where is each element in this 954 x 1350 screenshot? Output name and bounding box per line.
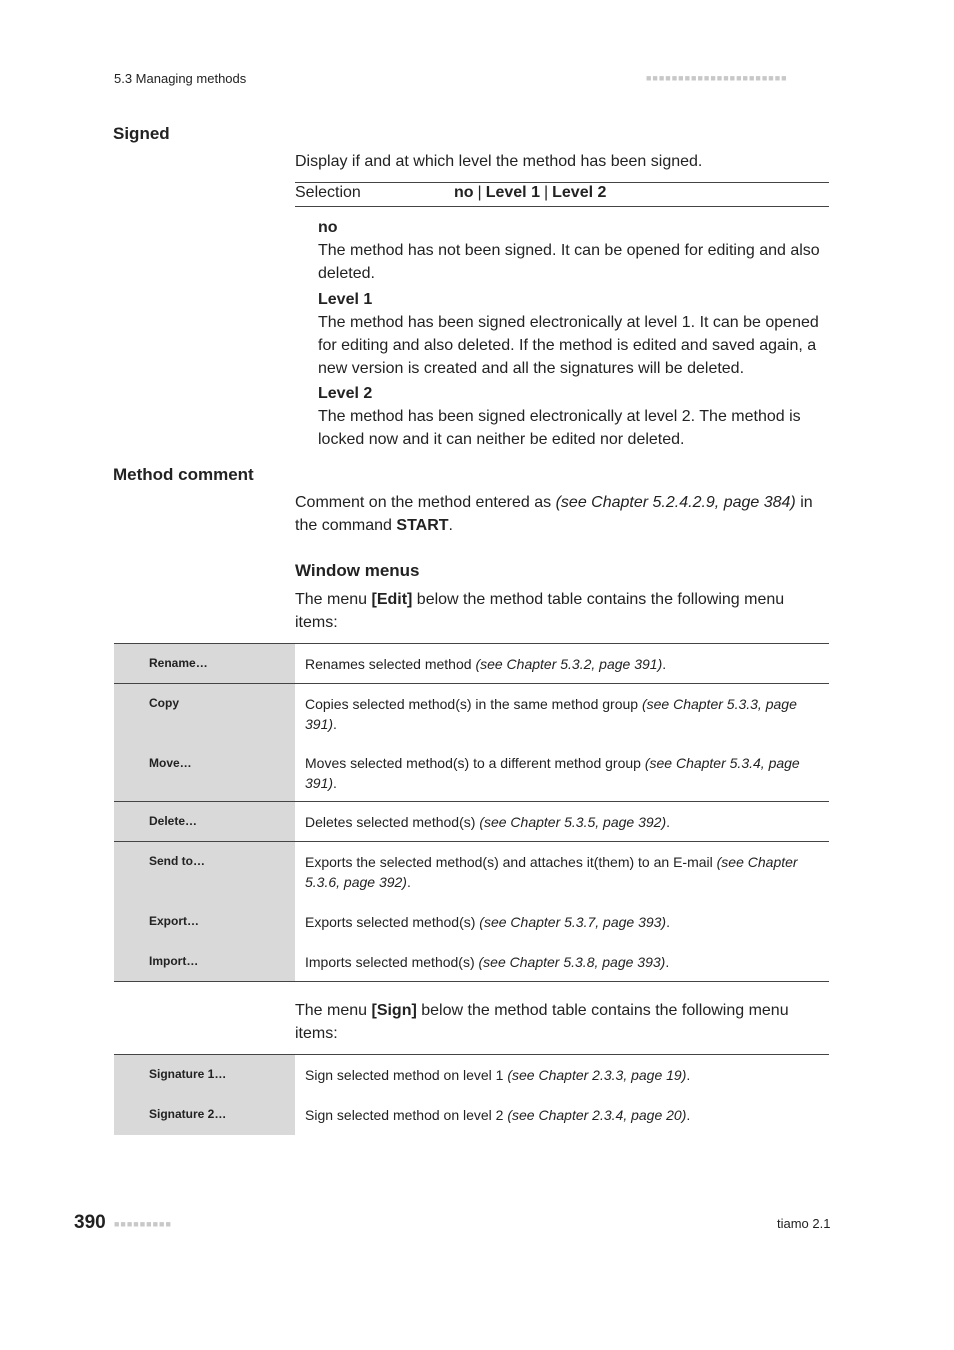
selection-label: Selection xyxy=(295,184,361,201)
cross-reference-link[interactable]: (see Chapter 5.3.8, page 393) xyxy=(478,953,666,970)
option-level-2 xyxy=(318,382,830,451)
cross-reference-link[interactable]: (see Chapter 5.3.2, page 391) xyxy=(475,656,663,672)
text: Deletes selected method(s) xyxy=(305,814,480,830)
menu-item-description: Copies selected method(s) in the same method group (see Chapter 5.3.3, page 391). xyxy=(295,684,829,744)
method-comment-description xyxy=(295,491,835,537)
menu-item-key: Rename… xyxy=(114,644,295,684)
menu-item-key: Copy xyxy=(114,684,295,744)
table-row xyxy=(114,902,829,942)
table-row xyxy=(114,942,829,982)
selection-value-no: no xyxy=(454,184,474,201)
text: . xyxy=(448,517,453,534)
option-title: Level 2 xyxy=(318,385,373,402)
text: Sign selected method on level 1 xyxy=(305,1067,508,1083)
menu-item-key: Delete… xyxy=(114,802,295,842)
text: Sign selected method on level 2 xyxy=(305,1106,508,1123)
text: Renames selected method xyxy=(305,656,476,672)
text: Comment on the method entered as xyxy=(295,494,556,511)
table-row xyxy=(114,684,829,744)
option-text: The method has been signed electronically at level 2. The method is locked now and it can neither be edited nor deleted. xyxy=(318,408,801,448)
cross-reference-link[interactable]: (see Chapter 5.3.7, page 393) xyxy=(479,913,667,930)
edit-menu-name: [Edit] xyxy=(371,591,413,608)
cross-reference-link[interactable]: (see Chapter 5.3.5, page 392) xyxy=(479,814,667,830)
signed-description: Display if and at which level the method has been signed. xyxy=(295,153,703,170)
text: Exports the selected method(s) and attaches it(them) to an E-mail xyxy=(305,854,717,870)
method-comment-heading: Method comment xyxy=(113,465,254,484)
table-row xyxy=(114,644,829,684)
text: Moves selected method(s) to a different method group xyxy=(305,754,645,771)
cross-reference-link[interactable]: (see Chapter 2.3.4, page 20) xyxy=(507,1106,687,1123)
menu-item-description: Deletes selected method(s) (see Chapter 5.3.5, page 392). xyxy=(295,802,829,842)
selection-value-level1: Level 1 xyxy=(485,184,540,201)
option-level-1 xyxy=(318,288,830,380)
text: Exports selected method(s) xyxy=(305,913,480,930)
text: Imports selected method(s) xyxy=(305,953,479,970)
menu-item-key: Import… xyxy=(114,942,295,982)
running-header-section: 5.3 Managing methods xyxy=(114,71,247,86)
menu-item-description: Sign selected method on level 2 (see Chapter 2.3.4, page 20). xyxy=(305,1106,691,1123)
menu-item-key: Send to… xyxy=(114,842,295,902)
text: in the command xyxy=(295,494,813,534)
sign-menu-name: [Sign] xyxy=(371,1002,417,1019)
menu-item-key: Move… xyxy=(114,744,295,802)
cross-reference-link[interactable]: (see Chapter 2.3.3, page 19) xyxy=(507,1067,687,1083)
signed-heading: Signed xyxy=(113,124,170,143)
command-name: START xyxy=(396,517,449,534)
menu-item-key: Signature 2… xyxy=(114,1095,295,1135)
window-menus-heading: Window menus xyxy=(295,561,420,580)
table-row xyxy=(114,744,829,802)
cross-reference-link[interactable]: (see Chapter 5.3.4, page 391) xyxy=(305,754,800,791)
selection-values: no | Level 1 | Level 2 xyxy=(454,184,607,201)
option-text: The method has not been signed. It can be opened for editing and also deleted. xyxy=(318,242,820,282)
menu-item-key: Export… xyxy=(114,902,295,942)
table-row xyxy=(114,1055,829,1095)
option-no xyxy=(318,216,830,285)
selection-top-rule xyxy=(295,182,829,183)
page-number: 390 xyxy=(74,1212,106,1233)
menu-item-description: Moves selected method(s) to a different method group (see Chapter 5.3.4, page 391). xyxy=(295,744,829,802)
cross-reference-link[interactable]: (see Chapter 5.2.4.2.9, page 384) xyxy=(555,494,796,511)
text: The menu xyxy=(295,591,372,608)
cross-reference-link[interactable]: (see Chapter 5.3.6, page 392) xyxy=(305,854,798,890)
footer-dots: ■■■■■■■■■ xyxy=(114,1219,172,1229)
header-dots: ■■■■■■■■■■■■■■■■■■■■■■ xyxy=(646,73,788,83)
table-row xyxy=(114,802,829,842)
selection-bottom-rule xyxy=(295,206,829,207)
menu-item-description: Sign selected method on level 1 (see Chapter 2.3.3, page 19). xyxy=(295,1055,829,1095)
text: below the method table contains the following menu items: xyxy=(295,1002,789,1042)
table-row xyxy=(114,1095,829,1135)
option-title: Level 1 xyxy=(318,291,373,308)
product-name: tiamo 2.1 xyxy=(777,1216,831,1231)
edit-menu-table xyxy=(114,643,829,982)
cross-reference-link[interactable]: (see Chapter 5.3.3, page 391) xyxy=(305,696,797,732)
sign-menu-intro xyxy=(295,999,815,1045)
sign-menu-table xyxy=(114,1054,829,1135)
text: The menu xyxy=(295,1002,372,1019)
menu-item-description: Renames selected method (see Chapter 5.3.2, page 391). xyxy=(295,644,829,684)
menu-item-key: Signature 1… xyxy=(114,1055,295,1095)
text: Copies selected method(s) in the same method group xyxy=(305,696,642,712)
text: below the method table contains the following menu items: xyxy=(295,591,785,631)
edit-menu-intro xyxy=(295,588,815,634)
selection-value-level2: Level 2 xyxy=(552,184,607,201)
menu-item-description: Exports selected method(s) (see Chapter 5.3.7, page 393). xyxy=(305,913,670,930)
option-title: no xyxy=(318,219,338,236)
menu-item-description: Exports the selected method(s) and attaches it(them) to an E-mail (see Chapter 5.3.6, page 392). xyxy=(295,842,829,902)
menu-item-description: Imports selected method(s) (see Chapter 5.3.8, page 393). xyxy=(295,942,829,982)
table-row xyxy=(114,842,829,902)
option-text: The method has been signed electronically at level 1. It can be opened for editing and also deleted. If the method is edited and saved again, a new version is created and all the signatures will be deleted. xyxy=(318,314,819,377)
